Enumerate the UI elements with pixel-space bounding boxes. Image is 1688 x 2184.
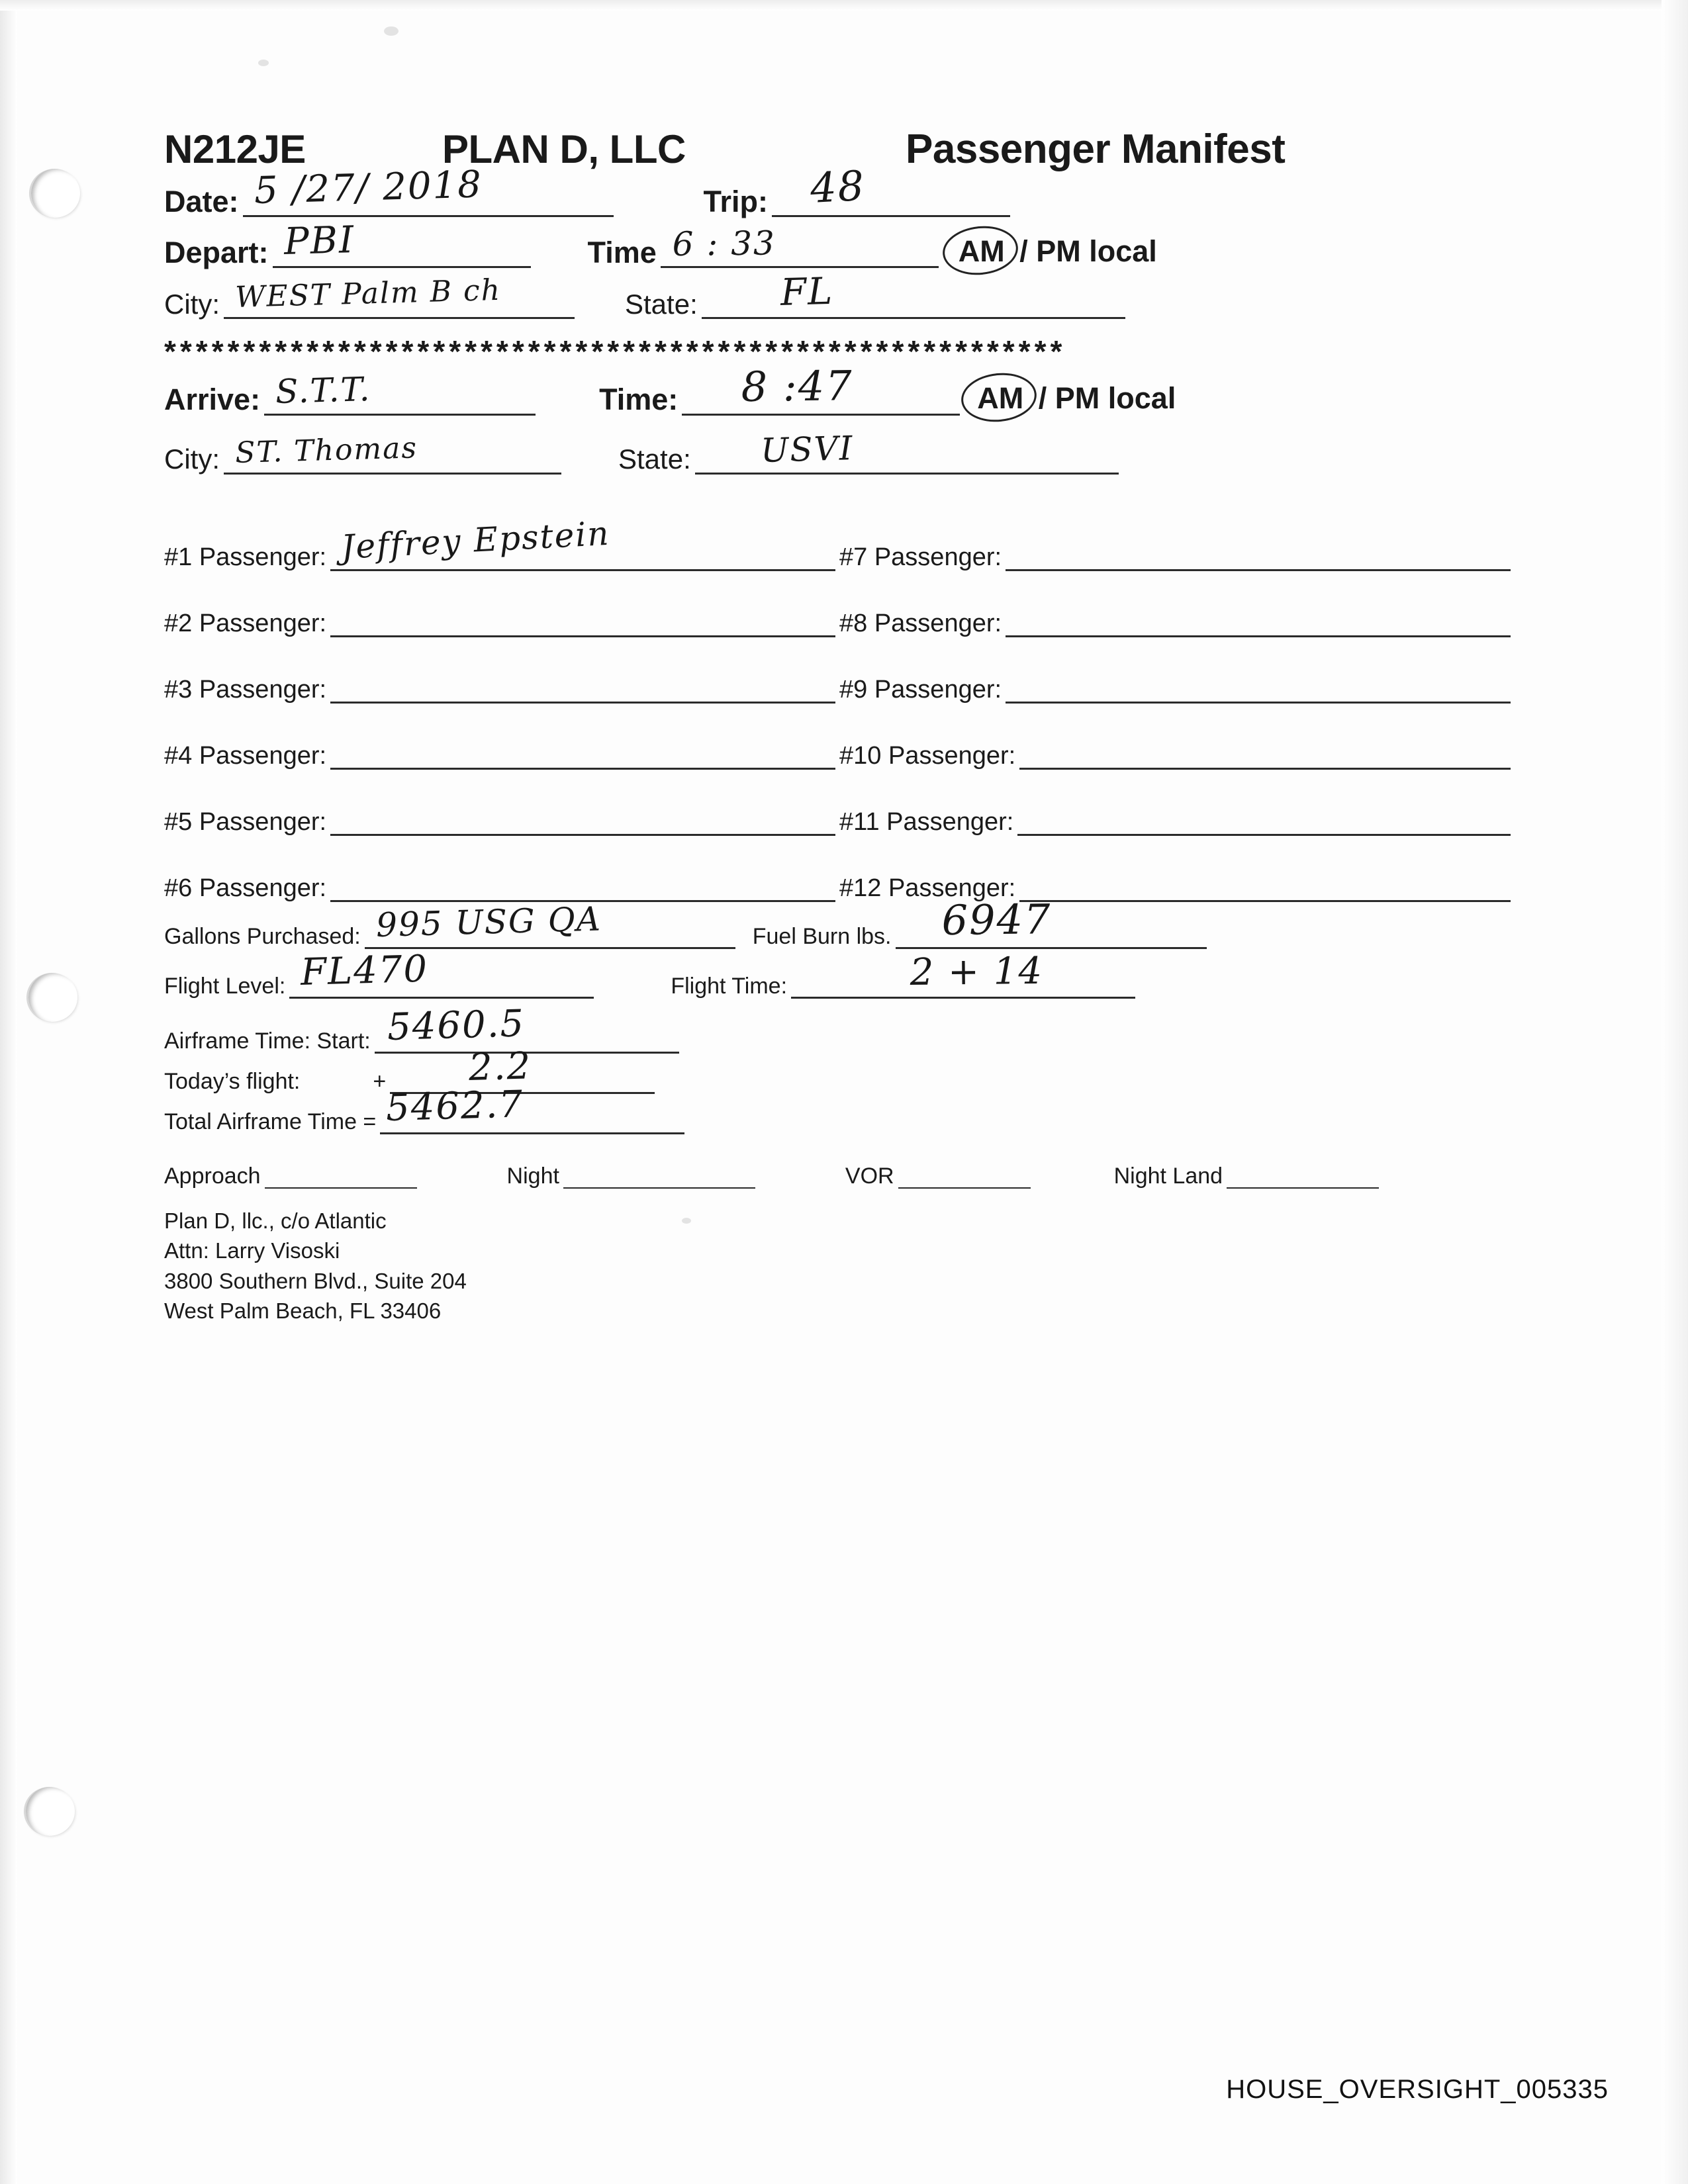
arrive-time-value: 8 :47 [741,361,854,411]
passenger-column-left [164,505,839,902]
trip-field[interactable] [772,161,1010,217]
flight-time-label: Flight Time: [671,973,788,999]
list-item [164,571,839,637]
passenger-1-field[interactable] [330,514,835,571]
arrive-state-value: USVI [760,428,854,470]
vor-field[interactable] [898,1157,1031,1189]
address-line-4: West Palm Beach, FL 33406 [164,1298,442,1324]
list-item [164,637,839,704]
airframe-start-label: Airframe Time: Start: [164,1028,371,1054]
trip-value: 48 [809,161,867,212]
passenger-12-field[interactable] [1019,870,1511,902]
todays-flight-label: Today’s flight: [164,1068,301,1094]
passenger-4-label: #4 Passenger: [164,741,327,770]
list-item [839,505,1515,571]
passenger-12-label: #12 Passenger: [839,874,1016,902]
fuel-burn-value: 6947 [941,894,1052,944]
arrive-state-label: State: [618,443,691,475]
todays-flight-value: 2.2 [468,1044,533,1089]
list-item [839,571,1515,637]
passenger-3-label: #3 Passenger: [164,675,327,704]
form-body [164,126,1515,1326]
depart-time-label: Time [587,236,657,269]
passenger-5-field[interactable] [330,803,835,836]
list-item [839,836,1515,902]
am-circled[interactable]: AM [952,234,1011,268]
approach-label: Approach [164,1163,261,1189]
page-title: Passenger Manifest [906,126,1286,172]
total-airframe-field[interactable] [380,1082,684,1134]
list-item [839,704,1515,770]
scan-edge-left [0,0,17,2184]
gallons-value: 995 USG QA [375,899,602,944]
vor-label: VOR [845,1163,894,1189]
list-item [164,770,839,836]
passenger-11-label: #11 Passenger: [839,807,1014,836]
depart-label: Depart: [164,236,269,269]
fuel-burn-field[interactable] [896,894,1207,949]
night-land-field[interactable] [1227,1157,1379,1189]
passenger-7-field[interactable] [1006,539,1511,571]
passenger-9-label: #9 Passenger: [839,675,1002,704]
arrive-time-label: Time: [599,383,679,417]
approach-field[interactable] [265,1157,417,1189]
todays-flight-sign: + [373,1068,387,1094]
passenger-column-right [839,505,1515,902]
arrive-value: S.T.T. [275,369,372,411]
list-item [839,637,1515,704]
date-field[interactable] [243,163,614,217]
arrive-city-value: ST. Thomas [234,430,418,470]
flight-level-field[interactable] [289,947,594,999]
arrive-ampm-group[interactable] [970,381,1176,415]
depart-state-field[interactable] [702,270,1125,319]
depart-city-row [164,270,1515,320]
depart-value: PBI [283,218,355,264]
passenger-2-field[interactable] [330,605,835,637]
list-item [164,836,839,902]
total-airframe-row [164,1082,1515,1134]
depart-time-value: 6 : 33 [672,224,776,264]
passenger-11-field[interactable] [1017,803,1511,836]
passenger-10-label: #10 Passenger: [839,741,1016,770]
airframe-start-row [164,1001,1515,1054]
passenger-4-field[interactable] [330,737,835,770]
passenger-1-value: Jeffrey Epstein [340,514,611,567]
star-divider: ********************************************************* [164,336,1066,367]
fuel-burn-label: Fuel Burn lbs. [752,923,892,949]
flight-time-field[interactable] [791,949,1135,999]
address-line-1: Plan D, llc., c/o Atlantic [164,1208,387,1233]
trip-label: Trip: [703,184,769,218]
night-field[interactable] [563,1157,755,1189]
fuel-row [164,894,1515,949]
ampm-rest-label: / PM local [1038,381,1176,416]
approach-row [164,1157,1515,1189]
night-land-label: Night Land [1113,1163,1223,1189]
date-value: 5 /27/ 2018 [253,163,483,212]
passenger-9-field[interactable] [1006,671,1511,704]
tail-number: N212JE [164,127,306,171]
punch-hole-icon [29,169,80,218]
list-item [164,505,839,571]
operator-name: PLAN D, LLC [442,127,686,171]
ampm-rest-label: / PM local [1019,234,1157,268]
punch-hole-icon [26,973,77,1022]
arrive-city-label: City: [164,443,220,475]
passenger-2-label: #2 Passenger: [164,609,327,637]
list-item [839,770,1515,836]
airframe-start-value: 5460.5 [386,1001,526,1049]
flight-level-row [164,947,1515,999]
passenger-grid [164,505,1515,902]
total-airframe-value: 5462.7 [385,1082,525,1130]
date-trip-row [164,161,1515,218]
passenger-5-label: #5 Passenger: [164,807,327,836]
am-circled[interactable]: AM [970,381,1030,415]
arrive-field[interactable] [264,369,536,416]
scan-edge-top [0,0,1688,11]
passenger-7-label: #7 Passenger: [839,543,1002,571]
flight-time-value: 2 + 14 [910,949,1044,994]
arrive-state-field[interactable] [695,428,1119,475]
depart-city-field[interactable] [224,273,575,319]
address-line-2: Attn: Larry Visoski [164,1238,340,1263]
depart-state-value: FL [779,270,834,315]
passenger-1-label: #1 Passenger: [164,543,327,571]
bates-stamp: HOUSE_OVERSIGHT_005335 [1226,2075,1609,2104]
date-label: Date: [164,184,239,218]
depart-field[interactable] [273,218,531,268]
arrive-time-row [164,361,1515,417]
gallons-label: Gallons Purchased: [164,923,361,949]
return-address [164,1206,1515,1326]
passenger-6-label: #6 Passenger: [164,874,327,902]
depart-city-value: WEST Palm B ch [234,273,502,315]
flight-level-label: Flight Level: [164,973,286,999]
depart-ampm-group[interactable] [952,234,1157,268]
arrive-time-field[interactable] [682,361,960,416]
depart-time-field[interactable] [661,224,939,268]
arrive-label: Arrive: [164,383,261,417]
night-label: Night [506,1163,559,1189]
passenger-8-label: #8 Passenger: [839,609,1002,637]
scan-speck [384,26,399,36]
depart-city-label: City: [164,289,220,320]
passenger-6-field[interactable] [330,870,835,902]
total-airframe-label: Total Airframe Time = [164,1109,377,1134]
flight-level-value: FL470 [300,947,430,994]
address-line-3: 3800 Southern Blvd., Suite 204 [164,1268,467,1293]
list-item [164,704,839,770]
scan-speck [258,60,269,66]
gallons-field[interactable] [365,899,735,949]
arrive-city-field[interactable] [224,430,561,475]
punch-hole-icon [24,1787,75,1836]
depart-time-row [164,218,1515,269]
arrive-city-row [164,428,1515,475]
todays-flight-row [164,1044,1515,1094]
passenger-3-field[interactable] [330,671,835,704]
depart-state-label: State: [625,289,698,320]
passenger-10-field[interactable] [1019,737,1511,770]
passenger-8-field[interactable] [1006,605,1511,637]
scan-edge-right [1662,0,1688,2184]
